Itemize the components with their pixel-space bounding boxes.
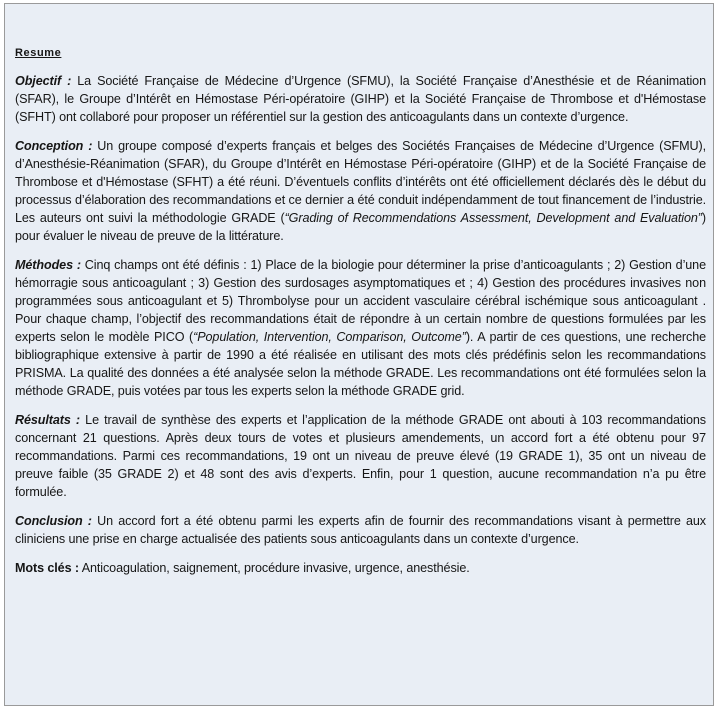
objectif-text: La Société Française de Médecine d’Urgence (SFMU), la Société Française d’Anesthésie et de Réanimation (SFAR), le Groupe d’Intérêt en Hémostase Péri-opératoire (GIHP) et la Société Française de Thrombose et d'Hémostase (SFHT) ont collaboré pour proposer un référentiel sur la gestion des anticoagulants dans un contexte d’urgence. <box>15 74 706 124</box>
methodes-paragraph <box>15 256 706 400</box>
keywords-label: Mots clés : <box>15 561 79 575</box>
conception-label: Conception : <box>15 139 93 153</box>
conception-paragraph <box>15 137 706 245</box>
methodes-label: Méthodes : <box>15 258 81 272</box>
abstract-box <box>4 3 714 706</box>
conception-text: Un groupe composé d’experts français et belges des Sociétés Françaises de Médecine d’Urgence (SFMU), d’Anesthésie-Réanimation (SFAR), du Groupe d’Intérêt en Hémostase Péri-opératoire (GIHP) et de la Société Française de Thrombose et d'Hémostase (SFHT) a été réuni. D’éventuels conflits d’intérêts ont été officiellement déclarés dès le début du processus d’élaboration des recommandations et ce dernier a été conduit indépendamment de tout financement de l’industrie. Les auteurs ont suivi la méthodologie GRADE ( <box>15 139 706 225</box>
abstract-heading: Resume <box>15 47 62 59</box>
keywords-text: Anticoagulation, saignement, procédure invasive, urgence, anesthésie. <box>78 561 470 575</box>
objectif-paragraph <box>15 72 706 126</box>
pico-definition: “Population, Intervention, Comparison, Outcome” <box>193 330 466 344</box>
methodes-text-end: ). A partir de ces questions, une recherche bibliographique extensive à partir de 1990 a été réalisée en utilisant des mots clés prédéfinis selon les recommandations PRISMA. La qualité des données a été analysée selon la méthode GRADE. Les recommandations ont été formulées selon la méthode GRADE, puis votées par tous les experts selon la méthode GRADE grid. <box>15 330 707 398</box>
conclusion-text: Un accord fort a été obtenu parmi les experts afin de fournir des recommandations visant à permettre aux cliniciens une prise en charge actualisée des patients sous anticoagulants dans un contexte d’urgence. <box>15 514 706 546</box>
conclusion-label: Conclusion : <box>15 514 92 528</box>
grade-definition: “Grading of Recommendations Assessment, Development and Evaluation” <box>284 211 702 225</box>
keywords-paragraph <box>15 559 706 577</box>
objectif-label: Objectif : <box>15 74 72 88</box>
methodes-text: Cinq champs ont été définis : 1) Place de la biologie pour déterminer la prise d’anticoagulants ; 2) Gestion d’une hémorragie sous anticoagulant ; 3) Gestion des surdosages asymptomatiques et ; 4) Gestion des procédures invasives non programmées sous anticoagulant et 5) Thrombolyse pour un accident vasculaire cérébral ischémique sous anticoagulant . Pour chaque champ, l’objectif des recommandations était de répondre à un certain nombre de questions formulées par les experts selon le modèle PICO ( <box>15 258 706 344</box>
resultats-label: Résultats : <box>15 413 81 427</box>
resultats-paragraph <box>15 411 706 501</box>
conclusion-paragraph <box>15 512 706 548</box>
resultats-text: Le travail de synthèse des experts et l’application de la méthode GRADE ont abouti à 103 recommandations concernant 21 questions. Après deux tours de votes et plusieurs amendements, un accord fort a été obtenu pour 97 recommandations. Parmi ces recommandations, 19 ont un niveau de preuve élevé (19 GRADE 1), 35 ont un niveau de preuve faible (35 GRADE 2) et 48 sont des avis d’experts. Enfin, pour 1 question, aucune recommandation n’a pu être formulée. <box>15 413 706 499</box>
conception-text-end: ) pour évaluer le niveau de preuve de la littérature. <box>15 211 707 243</box>
